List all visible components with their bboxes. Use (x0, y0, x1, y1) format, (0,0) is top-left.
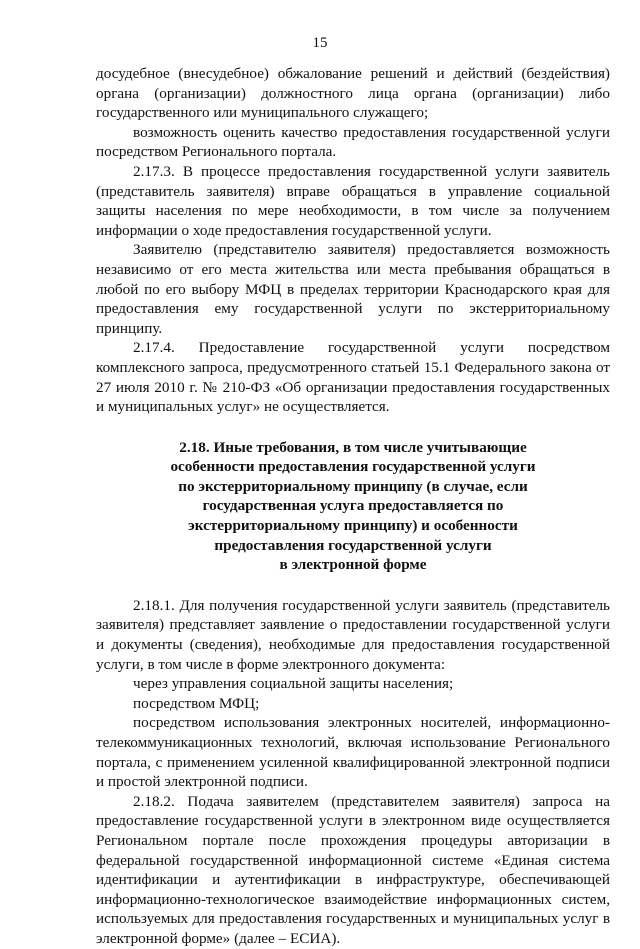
paragraph-2-18-1: 2.18.1. Для получения государственной услуги заявитель (представитель заявителя) представляет заявление о предоставлении государственной услуги и документы (сведения), необходимые для предоставления государственной услуги, в том числе в форме электронного документа: (96, 596, 610, 673)
paragraph-appeal-item: досудебное (внесудебное) обжалование решений и действий (бездействия) органа (организации) должностного лица органа (организации) либо государственного или муниципального служащего; (96, 65, 610, 122)
paragraph-mfc-choice: Заявителю (представителю заявителя) предоставляется возможность независимо от его места жительства или места пребывания обращаться в любой по его выбору МФЦ в пределах территории Краснодарского края для предоставления ему государственной услуги по экстерриториальному принципу. (96, 241, 610, 337)
heading-line: предоставления государственной услуги (214, 536, 492, 554)
paragraph-2-17-4: 2.17.4. Предоставление государственной услуги посредством комплексного запроса, предусмотренного статьей 15.1 Федерального закона от 27 июля 2010 г. № 210-ФЗ «Об организации предоставления государственных и муниципальных услуг» не осуществляется. (96, 339, 610, 416)
paragraph-2-17-3: 2.17.3. В процессе предоставления государственной услуги заявитель (представитель заявителя) вправе обращаться в управление социальной защиты населения по мере необходимости, в том числе за получением информации о ходе предоставления государственной услуги. (96, 162, 610, 239)
heading-line: экстерриториальному принципу) и особенности (188, 517, 518, 535)
page-number: 15 (312, 35, 328, 51)
heading-line: 2.18. Иные требования, в том числе учитывающие (179, 438, 527, 456)
paragraph-2-18-2: 2.18.2. Подача заявителем (представителем заявителя) запроса на предоставление государственной услуги в электронном виде осуществляется Региональном портале после прохождения процедуры авторизации в федеральной государственной информационной системе «Единая система идентификации и аутентификации в инфраструктуре, обеспечивающей информационно-технологическое взаимодействие информационных систем, используемых для предоставления государственных и муниципальных услуг в электронной форме» (далее – ЕСИА). (96, 792, 610, 947)
list-item-mfc: посредством МФЦ; (133, 694, 260, 712)
heading-line: по экстерриториальному принципу (в случае, если (178, 477, 528, 495)
heading-line: особенности предоставления государственной услуги (170, 458, 536, 476)
list-item-social-protection: через управления социальной защиты населения; (133, 675, 454, 693)
document-body (96, 64, 610, 949)
heading-line: в электронной форме (279, 556, 427, 574)
section-heading-2-18 (96, 438, 610, 575)
heading-line: государственная услуга предоставляется по (202, 497, 504, 515)
paragraph-quality-item: возможность оценить качество предоставления государственной услуги посредством Регионального портала. (96, 123, 610, 161)
list-item-electronic-means: посредством использования электронных носителей, информационно-телекоммуникационных технологий, включая использование Регионального портала, с применением усиленной квалифицированной электронной подписи и простой электронной подписи. (96, 714, 610, 791)
